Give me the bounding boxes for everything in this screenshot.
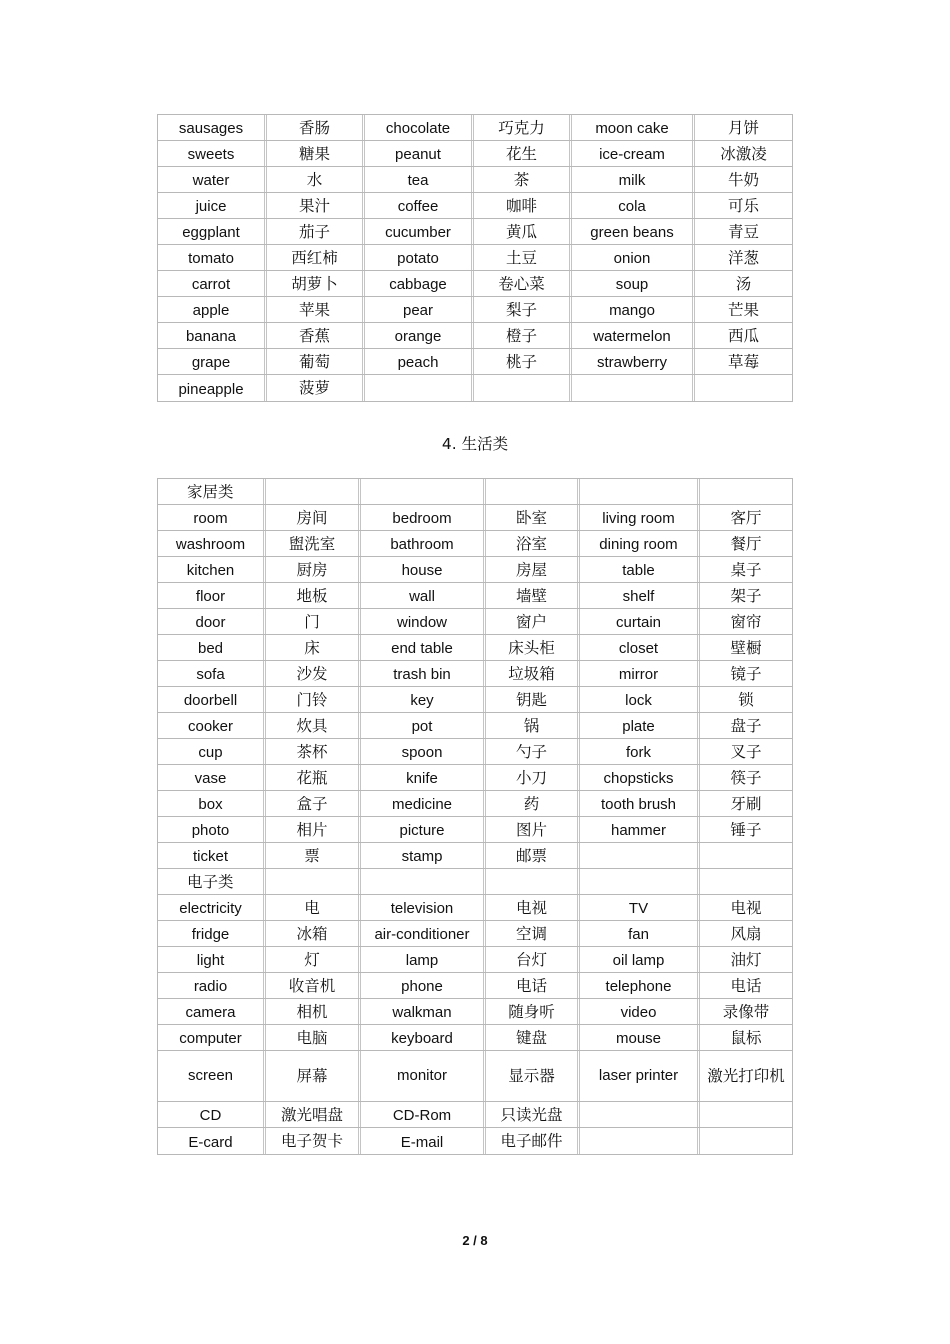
table-cell: watermelon [572,323,695,348]
table-cell: camera [158,999,266,1024]
table-cell: banana [158,323,267,348]
table-cell: 壁橱 [730,638,762,657]
table-cell [700,1102,792,1127]
table-cell: phone [361,973,486,998]
section-heading: 4. 生活类 [441,435,509,453]
table-row [158,661,792,687]
table-cell [474,375,572,401]
table-cell: 风扇 [730,924,762,943]
table-cell: 随身听 [486,999,580,1024]
table-cell: sofa [158,661,266,686]
table-row [158,1051,792,1102]
table-cell: 票 [266,843,361,868]
table-cell: moon cake [572,115,695,140]
table-cell: 香蕉 [267,323,365,348]
table-cell: 激光唱盘 [266,1102,361,1127]
table-cell: sausages [158,115,267,140]
table-cell: medicine [361,791,486,816]
table-cell: 电话 [486,973,580,998]
table-cell: spoon [361,739,486,764]
table-cell: 浴室 [486,531,580,556]
table-cell [572,375,695,401]
table-cell: 门铃 [266,687,361,712]
table-row [158,505,792,531]
table-row [158,843,792,869]
table-cell [266,869,361,894]
table-cell: 厨房 [266,557,361,582]
table-cell: chopsticks [580,765,700,790]
table-cell: 桃子 [474,349,572,374]
table-row [158,115,792,141]
table-cell: 激光打印机 [707,1067,785,1085]
table-cell: 花瓶 [266,765,361,790]
table-cell [700,1128,792,1154]
table-cell: 锅 [486,713,580,738]
table-cell: soup [572,271,695,296]
category-label: 家居类 [158,479,266,504]
table-cell: radio [158,973,266,998]
table-cell: 月饼 [727,118,759,137]
table-cell [486,479,580,504]
table-cell: 盘子 [730,716,762,735]
table-cell: carrot [158,271,267,296]
table-cell: oil lamp [580,947,700,972]
table-cell: cooker [158,713,266,738]
table-cell: end table [361,635,486,660]
table-cell: peach [365,349,474,374]
table-cell: kitchen [158,557,266,582]
table-cell: 咖啡 [474,193,572,218]
table-cell: knife [361,765,486,790]
table-cell: 电子邮件 [486,1128,580,1154]
table-cell [580,1102,700,1127]
table-cell: 叉子 [730,742,762,761]
table-cell: 茶杯 [266,739,361,764]
table-cell [266,479,361,504]
table-cell: walkman [361,999,486,1024]
table-cell: trash bin [361,661,486,686]
table-cell: 房间 [266,505,361,530]
table-row [158,167,792,193]
table-cell: 汤 [735,274,752,293]
table-cell: 筷子 [730,768,762,787]
table-cell: cup [158,739,266,764]
table-cell: 炊具 [266,713,361,738]
table-cell: air-conditioner [361,921,486,946]
table-cell: green beans [572,219,695,244]
table-cell: curtain [580,609,700,634]
table-cell: coffee [365,193,474,218]
table-cell: 牛奶 [727,170,759,189]
table-cell: 电视 [486,895,580,920]
table-cell: 西红柿 [267,245,365,270]
table-cell: apple [158,297,267,322]
table-cell: potato [365,245,474,270]
table-cell: closet [580,635,700,660]
table-cell: laser printer [580,1051,700,1101]
food-vocabulary-table [157,114,793,402]
table-cell: pineapple [158,375,267,401]
table-cell [695,375,792,401]
table-cell: peanut [365,141,474,166]
table-cell: 油灯 [730,950,762,969]
table-cell: hammer [580,817,700,842]
table-cell: room [158,505,266,530]
table-cell: 键盘 [486,1025,580,1050]
table-cell: pear [365,297,474,322]
table-cell: 钥匙 [486,687,580,712]
table-row [158,635,792,661]
table-cell: bathroom [361,531,486,556]
table-cell [365,375,474,401]
table-row [158,999,792,1025]
table-row [158,609,792,635]
table-row [158,375,792,401]
table-row [158,271,792,297]
table-cell: 电话 [730,976,762,995]
table-cell: keyboard [361,1025,486,1050]
table-cell: 西瓜 [727,326,759,345]
category-label: 电子类 [158,869,266,894]
table-cell: strawberry [572,349,695,374]
table-cell: 锤子 [730,820,762,839]
table-row [158,583,792,609]
table-cell: 牙刷 [730,794,762,813]
table-cell: ice-cream [572,141,695,166]
table-row [158,713,792,739]
table-cell: 邮票 [486,843,580,868]
table-cell: key [361,687,486,712]
table-cell: 土豆 [474,245,572,270]
table-cell: 青豆 [727,222,759,241]
table-cell: door [158,609,266,634]
table-cell: doorbell [158,687,266,712]
table-cell [580,843,700,868]
table-cell: 垃圾箱 [486,661,580,686]
table-cell: computer [158,1025,266,1050]
table-cell: 花生 [474,141,572,166]
table-cell: 窗户 [486,609,580,634]
table-cell: 电视 [730,898,762,917]
table-cell: CD [158,1102,266,1127]
table-cell: 灯 [266,947,361,972]
table-cell: 屏幕 [266,1051,361,1101]
table-cell: tea [365,167,474,192]
table-cell: 客厅 [730,508,762,527]
table-cell: wall [361,583,486,608]
table-cell: light [158,947,266,972]
table-cell [700,869,792,894]
table-cell: 鼠标 [730,1028,762,1047]
table-cell: 黄瓜 [474,219,572,244]
table-cell: 茄子 [267,219,365,244]
page-number: 2 / 8 [462,1233,488,1248]
table-cell: 苹果 [267,297,365,322]
table-row [158,1128,792,1154]
table-cell: chocolate [365,115,474,140]
table-cell: table [580,557,700,582]
table-cell: box [158,791,266,816]
table-cell: 果汁 [267,193,365,218]
table-cell [580,1128,700,1154]
table-row [158,869,792,895]
table-cell: fridge [158,921,266,946]
table-cell: 勺子 [486,739,580,764]
table-cell: 小刀 [486,765,580,790]
table-cell: floor [158,583,266,608]
table-cell: 茶 [474,167,572,192]
table-cell [486,869,580,894]
table-cell: plate [580,713,700,738]
table-cell: mouse [580,1025,700,1050]
table-cell: 香肠 [267,115,365,140]
table-cell: 收音机 [266,973,361,998]
table-cell: TV [580,895,700,920]
table-row [158,1102,792,1128]
table-cell: monitor [361,1051,486,1101]
table-cell: 电脑 [266,1025,361,1050]
table-cell: 镜子 [730,664,762,683]
table-cell: washroom [158,531,266,556]
table-cell: 床 [266,635,361,660]
table-cell: 床头柜 [486,635,580,660]
table-cell: fan [580,921,700,946]
table-cell: 胡萝卜 [267,271,365,296]
table-cell [700,843,792,868]
table-cell: lamp [361,947,486,972]
table-cell: stamp [361,843,486,868]
table-cell: 门 [266,609,361,634]
table-cell: 盒子 [266,791,361,816]
table-cell: 沙发 [266,661,361,686]
table-cell: CD-Rom [361,1102,486,1127]
table-cell: ticket [158,843,266,868]
table-cell: 只读光盘 [486,1102,580,1127]
table-cell: orange [365,323,474,348]
table-row [158,687,792,713]
daily-life-vocabulary-table [157,478,793,1155]
table-cell: 地板 [266,583,361,608]
table-cell: 芒果 [727,300,759,319]
table-row [158,219,792,245]
table-cell: bed [158,635,266,660]
table-cell: telephone [580,973,700,998]
table-row [158,1025,792,1051]
table-cell: 葡萄 [267,349,365,374]
table-cell: grape [158,349,267,374]
table-cell: tomato [158,245,267,270]
table-row [158,323,792,349]
table-cell: photo [158,817,266,842]
table-cell: mango [572,297,695,322]
table-cell: television [361,895,486,920]
table-cell: window [361,609,486,634]
table-cell: 窗帘 [730,612,762,631]
table-row [158,765,792,791]
table-cell: electricity [158,895,266,920]
table-cell: 空调 [486,921,580,946]
table-row [158,791,792,817]
table-row [158,479,792,505]
table-cell: living room [580,505,700,530]
table-cell: bedroom [361,505,486,530]
table-row [158,349,792,375]
table-cell: 相机 [266,999,361,1024]
table-cell: video [580,999,700,1024]
table-cell: shelf [580,583,700,608]
table-cell: 卧室 [486,505,580,530]
table-cell: 冰箱 [266,921,361,946]
table-cell [700,479,792,504]
table-cell: 糖果 [267,141,365,166]
table-row [158,973,792,999]
table-cell: vase [158,765,266,790]
table-row [158,895,792,921]
table-cell: 橙子 [474,323,572,348]
table-cell: pot [361,713,486,738]
table-cell [580,869,700,894]
table-cell: tooth brush [580,791,700,816]
table-cell: E-card [158,1128,266,1154]
table-cell: cola [572,193,695,218]
table-row [158,921,792,947]
table-row [158,193,792,219]
table-cell: fork [580,739,700,764]
table-row [158,141,792,167]
table-cell: 架子 [730,586,762,605]
table-cell: 图片 [486,817,580,842]
table-cell: mirror [580,661,700,686]
table-cell: dining room [580,531,700,556]
table-cell: 冰激凌 [720,144,767,163]
table-cell: 梨子 [474,297,572,322]
table-cell: 录像带 [722,1002,770,1021]
table-cell: 卷心菜 [474,271,572,296]
table-cell: milk [572,167,695,192]
table-cell: screen [158,1051,266,1101]
table-cell: 电子贺卡 [266,1128,361,1154]
table-cell: 房屋 [486,557,580,582]
table-cell: sweets [158,141,267,166]
table-cell: onion [572,245,695,270]
table-row [158,739,792,765]
table-cell: cabbage [365,271,474,296]
table-cell: E-mail [361,1128,486,1154]
table-cell: 洋葱 [727,248,759,267]
table-cell: 餐厅 [730,534,762,553]
table-cell: 药 [486,791,580,816]
table-row [158,297,792,323]
table-cell [361,869,486,894]
table-cell: picture [361,817,486,842]
table-cell: water [158,167,267,192]
table-cell: 锁 [738,690,754,709]
table-row [158,245,792,271]
table-cell: lock [580,687,700,712]
table-cell: 桌子 [730,560,762,579]
table-row [158,531,792,557]
table-cell: 相片 [266,817,361,842]
table-row [158,817,792,843]
table-cell: cucumber [365,219,474,244]
table-cell: eggplant [158,219,267,244]
table-cell: 电 [266,895,361,920]
table-row [158,557,792,583]
table-row [158,947,792,973]
table-cell: house [361,557,486,582]
table-cell: 菠萝 [267,375,365,401]
table-cell: 草莓 [727,352,759,371]
table-cell: 显示器 [486,1051,580,1101]
table-cell: juice [158,193,267,218]
table-cell [580,479,700,504]
table-cell: 台灯 [486,947,580,972]
table-cell: 盥洗室 [266,531,361,556]
table-cell: 可乐 [727,196,759,215]
table-cell: 巧克力 [474,115,572,140]
table-cell [361,479,486,504]
table-cell: 墙壁 [486,583,580,608]
table-cell: 水 [267,167,365,192]
